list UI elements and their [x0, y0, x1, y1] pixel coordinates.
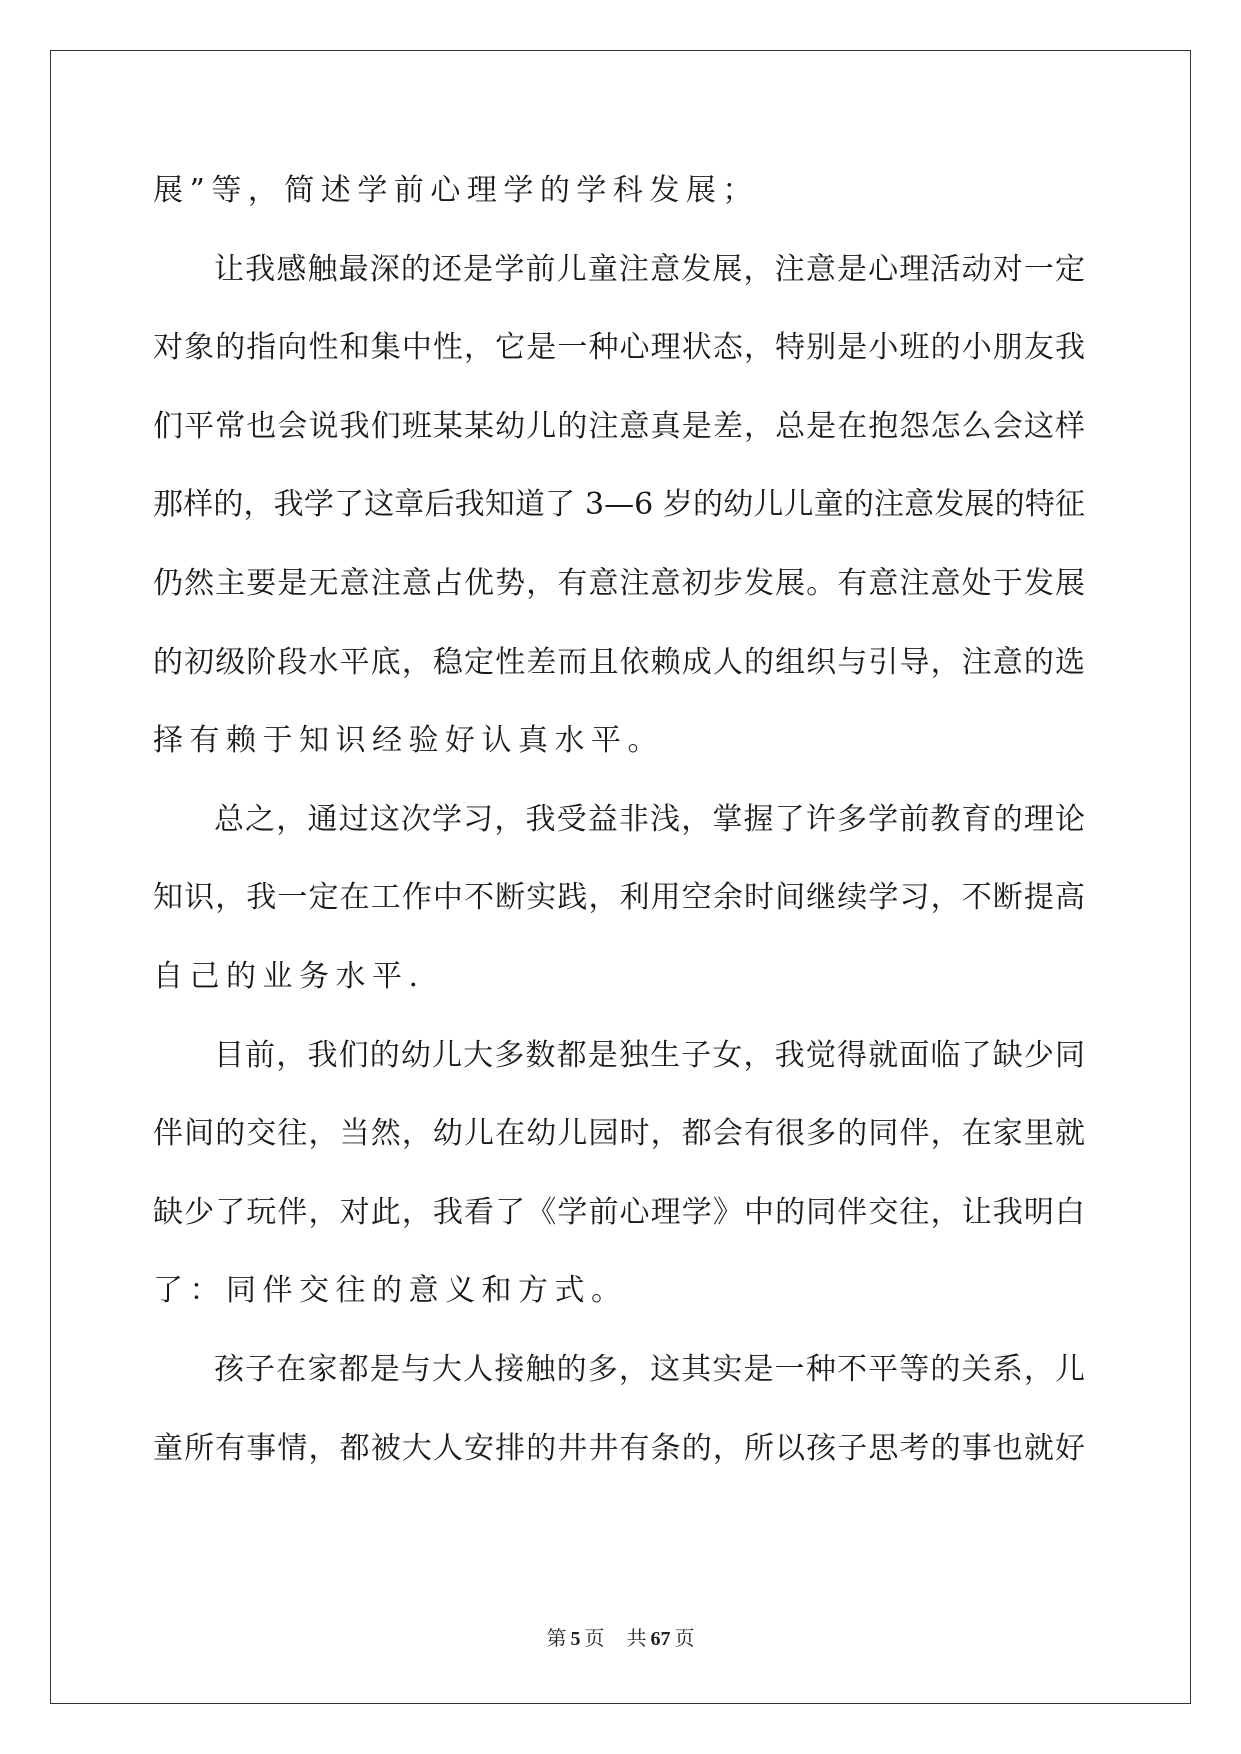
page-suffix: 页 — [584, 1628, 605, 1650]
total-prefix: 共 — [626, 1628, 647, 1650]
text-line: 孩子在家都是与大人接触的多，这其实是一种不平等的关系，儿 — [214, 1351, 1085, 1387]
page-total: 67 — [650, 1628, 671, 1650]
text-line: 仍然主要是无意注意占优势，有意注意初步发展。有意注意处于发展 — [153, 565, 1085, 601]
document-body — [153, 152, 1085, 1488]
text-line: 让我感触最深的还是学前儿童注意发展，注意是心理活动对一定 — [214, 251, 1085, 287]
text-line: 总之，通过这次学习，我受益非浅，掌握了许多学前教育的理论 — [214, 801, 1085, 837]
text-line: 对象的指向性和集中性，它是一种心理状态，特别是小班的小朋友我 — [153, 330, 1085, 366]
total-suffix: 页 — [674, 1628, 695, 1650]
text-line: 展”等，简述学前心理学的学科发展； — [153, 173, 759, 208]
text-line: 们平常也会说我们班某某幼儿的注意真是差，总是在抱怨怎么会这样 — [153, 408, 1085, 444]
text-line: 那样的，我学了这章后我知道了 3—6 岁的幼儿儿童的注意发展的特征 — [153, 487, 1085, 523]
text-line: 的初级阶段水平底，稳定性差而且依赖成人的组织与引导，注意的选 — [153, 644, 1085, 680]
text-line: 目前，我们的幼儿大多数都是独生子女，我觉得就面临了缺少同 — [214, 1037, 1085, 1073]
page-current: 5 — [570, 1628, 581, 1650]
text-line: 择有赖于知识经验好认真水平。 — [153, 723, 664, 759]
text-line: 伴间的交往，当然，幼儿在幼儿园时，都会有很多的同伴，在家里就 — [153, 1116, 1085, 1152]
text-line: 童所有事情，都被大人安排的井井有条的，所以孩子思考的事也就好 — [153, 1430, 1085, 1466]
text-line: 自己的业务水平. — [153, 958, 425, 994]
text-line: 缺少了玩伴，对此，我看了《学前心理学》中的同伴交往，让我明白 — [153, 1194, 1085, 1230]
page-prefix: 第 — [546, 1628, 567, 1650]
page-footer — [0, 1622, 1241, 1651]
text-line: 了：同伴交往的意义和方式。 — [153, 1273, 628, 1309]
text-line: 知识，我一定在工作中不断实践，利用空余时间继续学习，不断提高 — [153, 880, 1085, 916]
